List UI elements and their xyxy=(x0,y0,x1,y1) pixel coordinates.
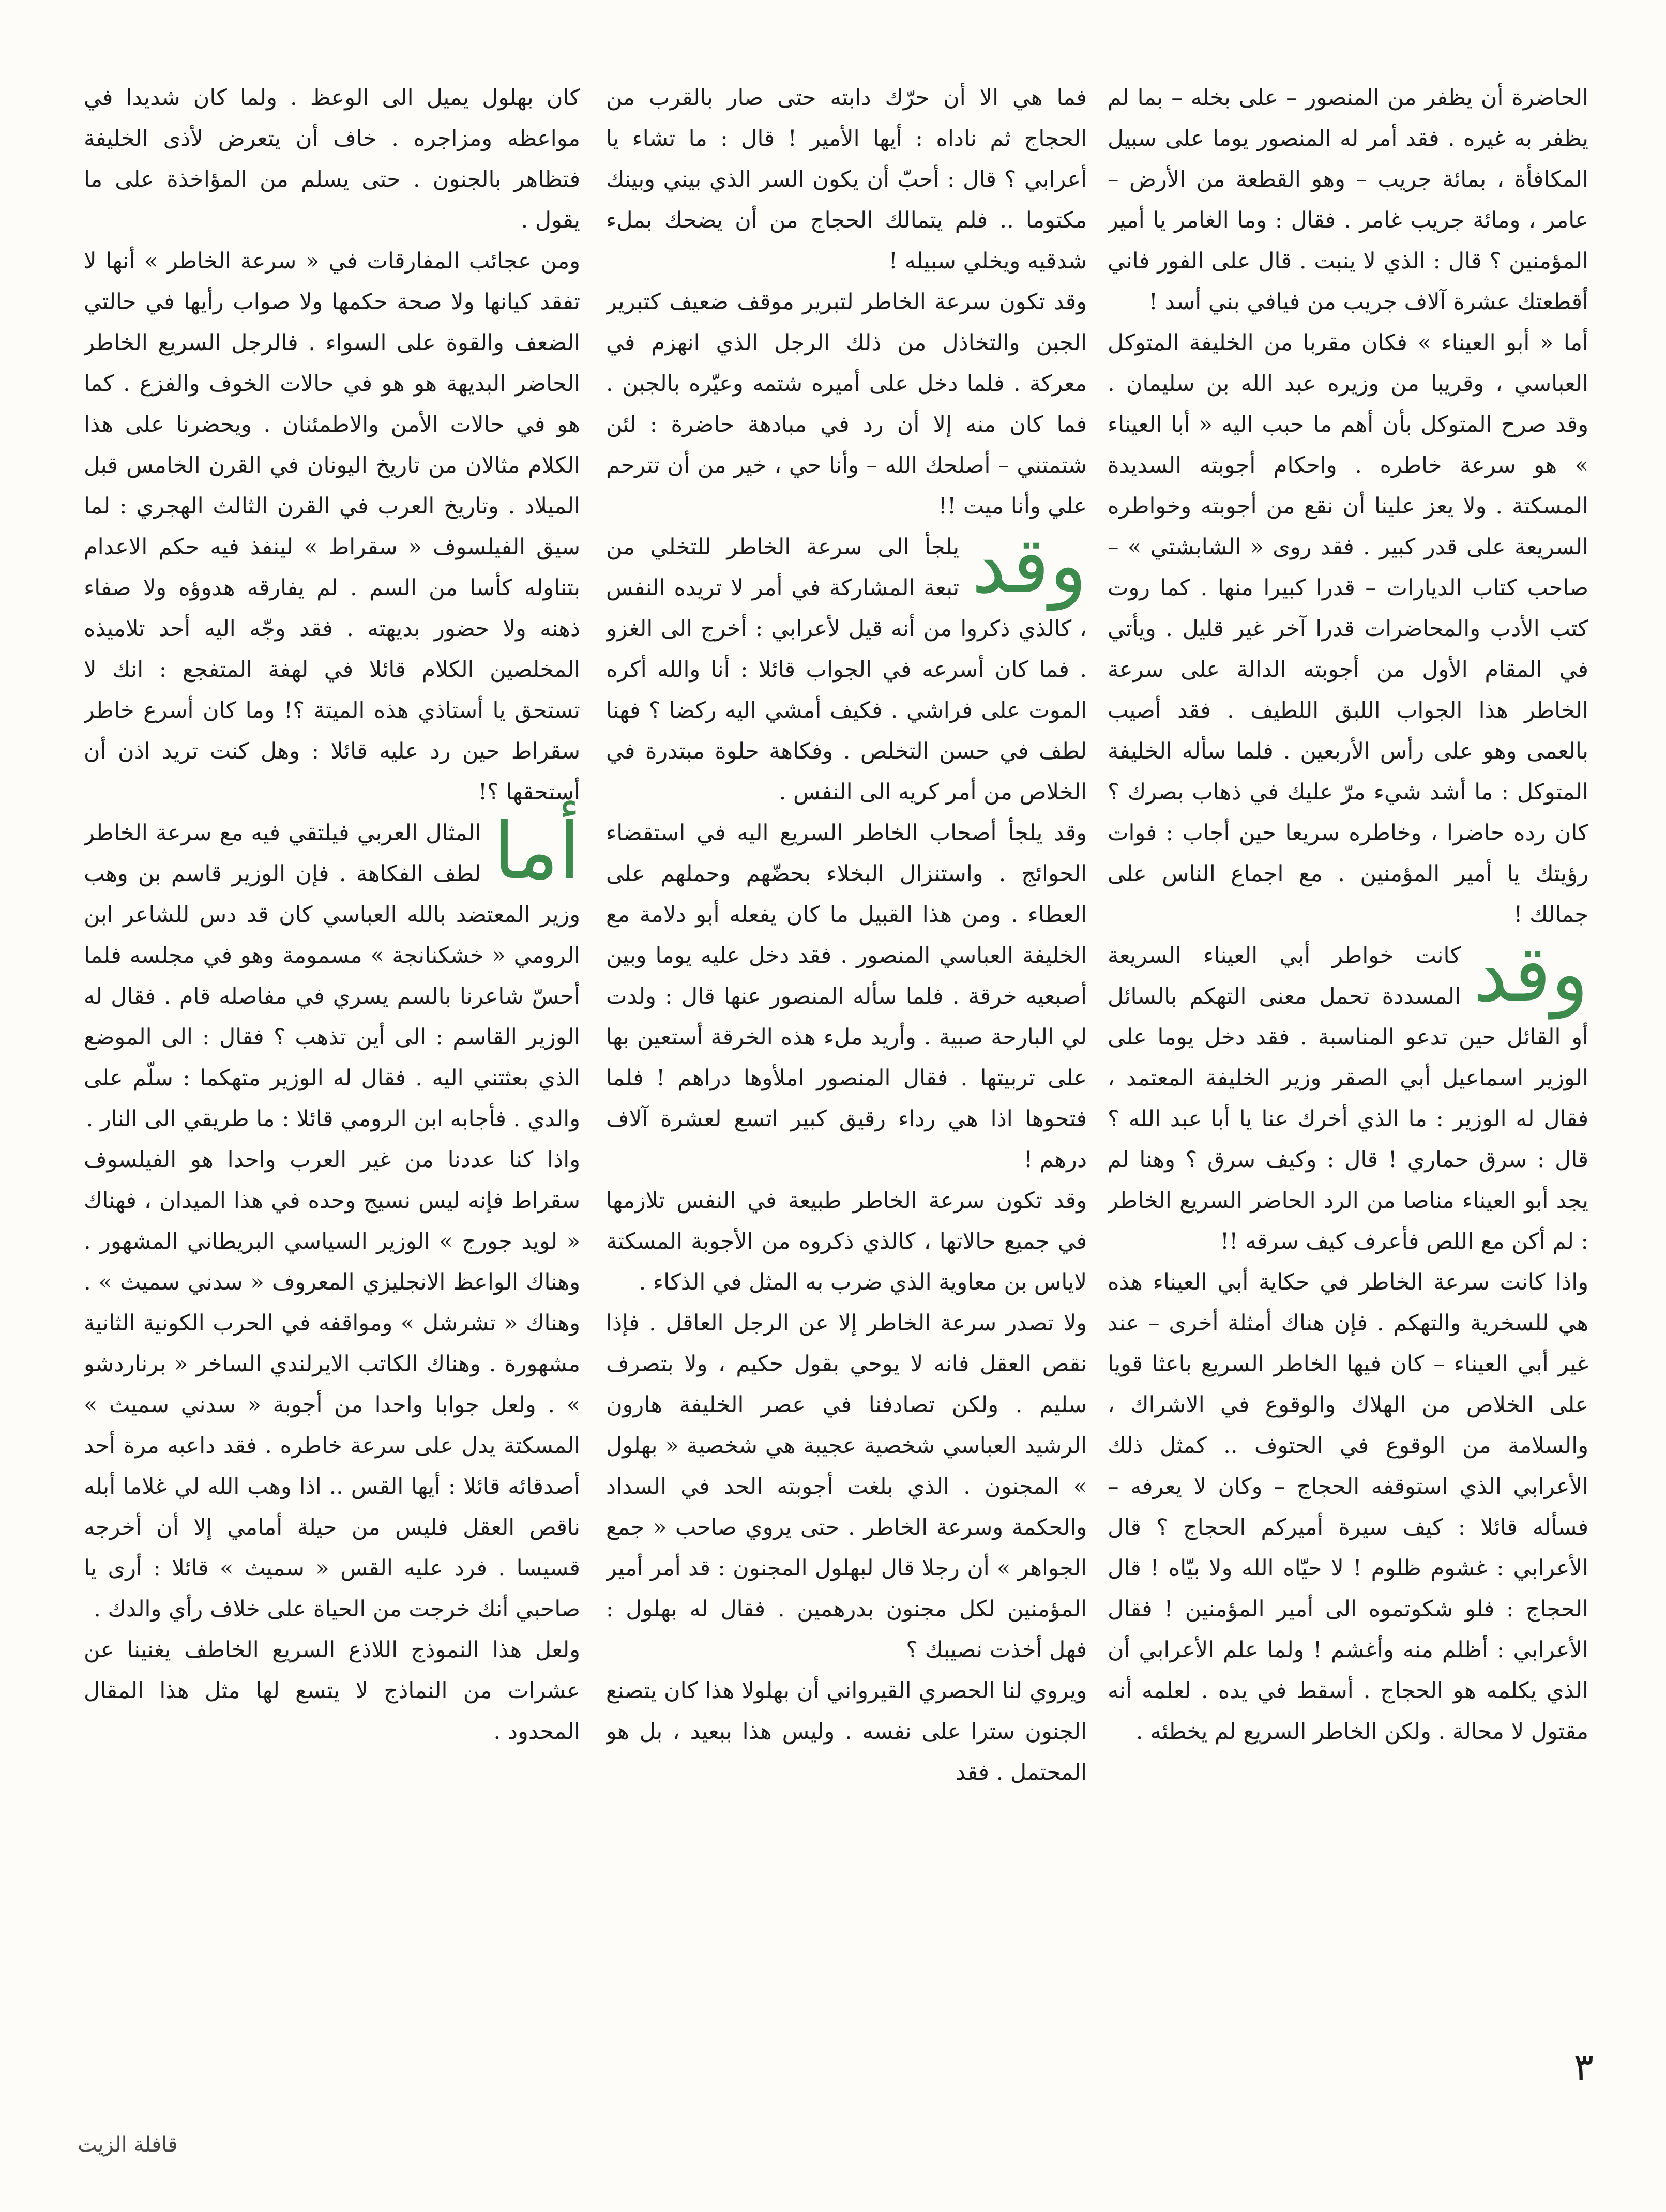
paragraph: ولا تصدر سرعة الخاطر إلا عن الرجل العاقل . فإذا نقص العقل فانه لا يوحي بقول حكيم ، ولا بتصرف سليم . ولكن تصادفنا في عصر الخليفة هارون الرشيد العباسي شخصية عجيبة هي شخصية « بهلول » المجنون . الذي بلغت أجوبته الحد في السداد والحكمة وسرعة الخاطر . حتى يروي صاحب « جمع الجواهر » أن رجلا قال لبهلول المجنون : قد أمر أمير المؤمنين لكل مجنون بدرهمين . فقال له بهلول : فهل أخذت نصيبك ؟ xyxy=(606,1310,1087,1663)
paragraph: واذا كنا عددنا من غير العرب واحدا هو الفيلسوف سقراط فإنه ليس نسيج وحده في هذا الميدان ، فهناك « لويد جورج » الوزير السياسي البريطاني المشهور . وهناك الواعظ الانجليزي المعروف « سدني سميث » . وهناك « تشرشل » ومواقفه في الحرب الكونية الثانية مشهورة . وهناك الكاتب الايرلندي الساخر « برناردشو » . ولعل جوابا واحدا من أجوبة « سدني سميث » المسكتة يدل على سرعة خاطره . فقد داعبه مرة أحد أصدقائه قائلا : أيها القس .. اذا وهب الله لي غلاما أبله ناقص العقل فليس من حيلة أمامي إلا أن أخرجه قسيسا . فرد عليه القس « سميث » قائلا : أرى يا صاحبي أنك خرجت من الحياة على خلاف رأي والدك . xyxy=(84,1147,580,1622)
drop-cap: وقد xyxy=(972,521,1087,611)
paragraph: ومن عجائب المفارقات في « سرعة الخاطر » أنها لا تفقد كيانها ولا صحة حكمها ولا صواب رأيها في حالتي الضعف والقوة على السواء . فالرجل السريع الخاطر الحاضر البديهة هو هو في حالات الخوف والفزع . كما هو في حالات الأمن والاطمئنان . ويحضرنا على هذا الكلام مثالان من تاريخ اليونان في القرن الخامس قبل الميلاد . وتاريخ العرب في القرن الثالث الهجري : لما سيق الفيلسوف « سقراط » لينفذ فيه حكم الاعدام بتناوله كأسا من السم . لم يفارقه هدوؤه ولا صفاء ذهنه ولا حضور بديهته . فقد وجّه اليه أحد تلاميذه المخلصين الكلام قائلا في لهفة المتفجع : انك لا تستحق يا أستاذي هذه الميتة ؟! وما كان أسرع خاطر سقراط حين رد عليه قائلا : وهل كنت تريد اذن أن أستحقها ؟! xyxy=(84,248,580,805)
page-number: ٣ xyxy=(1573,2045,1594,2088)
paragraph: وقد تكون سرعة الخاطر طبيعة في النفس تلازمها في جميع حالاتها ، كالذي ذكروه من الأجوبة المسكتة لاياس بن معاوية الذي ضرب به المثل في الذكاء . xyxy=(606,1188,1087,1295)
paragraph: ولعل هذا النموذج اللاذع السريع الخاطف يغنينا عن عشرات من النماذج لا يتسع لها مثل هذا المقال المحدود . xyxy=(84,1637,580,1745)
drop-cap: وقد xyxy=(1473,929,1588,1019)
drop-cap: أما xyxy=(493,807,580,897)
paragraph: وقد يلجأ الى سرعة الخاطر للتخلي من تبعة المشاركة في أمر لا تريده النفس ، كالذي ذكروا من أنه قيل لأعرابي : أخرج الى الغزو . فما كان أسرعه في الجواب قائلا : أنا والله أكره الموت على فراشي . فكيف أمشي اليه ركضا ؟ فهنا لطف في حسن التخلص . وفكاهة حلوة مبتدرة في الخلاص من أمر كريه الى النفس . xyxy=(606,521,1087,805)
paragraph: وقد يلجأ أصحاب الخاطر السريع اليه في استقضاء الحوائج . واستنزال البخلاء بحضّهم وحملهم على العطاء . ومن هذا القبيل ما كان يفعله أبو دلامة مع الخليفة العباسي المنصور . فقد دخل عليه يوما وبين أصبعيه خرقة . فلما سأله المنصور عنها قال : ولدت لي البارحة صبية . وأريد ملء هذه الخرقة أستعين بها على تربيتها . فقال المنصور املأوها دراهم ! فلما فتحوها اذا هي رداء رقيق كبير اتسع لعشرة آلاف درهم ! xyxy=(606,820,1087,1173)
paragraph: وقد كانت خواطر أبي العيناء السريعة المسددة تحمل معنى التهكم بالسائل أو القائل حين تدعو المناسبة . فقد دخل يوما على الوزير اسماعيل أبي الصقر وزير الخليفة المعتمد ، فقال له الوزير : ما الذي أخرك عنا يا أبا عبد الله ؟ قال : سرق حماري ! قال : وكيف سرق ؟ وهنا لم يجد أبو العيناء مناصا من الرد الحاضر السريع الخاطر : لم أكن مع اللص فأعرف كيف سرقه !! xyxy=(1108,929,1588,1254)
paragraph: أما المثال العربي فيلتقي فيه مع سرعة الخاطر لطف الفكاهة . فإن الوزير قاسم بن وهب وزير المعتضد بالله العباسي كان قد دس للشاعر ابن الرومي « خشكنانجة » مسمومة وهو في مجلسه فلما أحسّ شاعرنا بالسم يسري في مفاصله قام . فقال له الوزير القاسم : الى أين تذهب ؟ فقال : الى الموضع الذي بعثتني اليه . فقال له الوزير متهكما : سلّم على والدي . فأجابه ابن الرومي قائلا : ما طريقي الى النار . xyxy=(84,807,580,1132)
magazine-footer: قافلة الزيت xyxy=(78,2133,178,2157)
paragraph: وقد تكون سرعة الخاطر لتبرير موقف ضعيف كتبرير الجبن والتخاذل من ذلك الرجل الذي انهزم في معركة . فلما دخل على أميره شتمه وعيّره بالجبن . فما كان منه إلا أن رد في مبادهة حاضرة : لئن شتمتني – أصلحك الله – وأنا حي ، خير من أن تترحم علي وأنا ميت !! xyxy=(606,289,1087,519)
paragraph: أما « أبو العيناء » فكان مقربا من الخليفة المتوكل العباسي ، وقريبا من وزيره عبد الله بن سليمان . وقد صرح المتوكل بأن أهم ما حبب اليه « أبا العيناء » هو سرعة خاطره . واحكام أجوبته السديدة المسكتة . ولا يعز علينا أن نقع من أجوبته وخواطره السريعة على قدر كبير . فقد روى « الشابشتي » – صاحب كتاب الديارات – قدرا كبيرا منها . كما روت كتب الأدب والمحاضرات قدرا آخر غير قليل . ويأتي في المقام الأول من أجوبته الدالة على سرعة الخاطر هذا الجواب اللبق اللطيف . فقد أصيب بالعمى وهو على رأس الأربعين . فلما سأله الخليفة المتوكل : ما أشد شيء مرّ عليك في ذهاب بصرك ؟ كان رده حاضرا ، وخاطره سريعا حين أجاب : فوات رؤيتك يا أمير المؤمنين . مع اجماع الناس على جمالك ! xyxy=(1108,330,1588,928)
article-column-left xyxy=(84,78,580,2104)
paragraph: ويروي لنا الحصري القيرواني أن بهلولا هذا كان يتصنع الجنون سترا على نفسه . وليس هذا ببعيد ، بل هو المحتمل . فقد xyxy=(606,1678,1087,1785)
article-column-right xyxy=(1108,78,1588,2104)
paragraph: الحاضرة أن يظفر من المنصور – على بخله – بما لم يظفر به غيره . فقد أمر له المنصور يوما على سبيل المكافأة ، بمائة جريب – وهو القطعة من الأرض – عامر ، ومائة جريب غامر . فقال : وما الغامر يا أمير المؤمنين ؟ قال : الذي لا ينبت . قال على الفور فاني أقطعتك عشرة آلاف جريب من فيافي بني أسد ! xyxy=(1108,85,1588,315)
paragraph: فما هي الا أن حرّك دابته حتى صار بالقرب من الحجاج ثم ناداه : أيها الأمير ! قال : ما تشاء يا أعرابي ؟ قال : أحبّ أن يكون السر الذي بيني وبينك مكتوما .. فلم يتمالك الحجاج من أن يضحك بملء شدقيه ويخلي سبيله ! xyxy=(606,85,1087,274)
article-column-middle xyxy=(606,78,1087,2104)
paragraph: كان بهلول يميل الى الوعظ . ولما كان شديدا في مواعظه ومزاجره . خاف أن يتعرض لأذى الخليفة فتظاهر بالجنون . حتى يسلم من المؤاخذة على ما يقول . xyxy=(84,85,580,233)
paragraph: واذا كانت سرعة الخاطر في حكاية أبي العيناء هذه هي للسخرية والتهكم . فإن هناك أمثلة أخرى – عند غير أبي العيناء – كان فيها الخاطر السريع باعثا قويا على الخلاص من الهلاك والوقوع في الاشراك ، والسلامة من الوقوع في الحتوف .. كمثل ذلك الأعرابي الذي استوقفه الحجاج – وكان لا يعرفه – فسأله قائلا : كيف سيرة أميركم الحجاج ؟ قال الأعرابي : غشوم ظلوم ! لا حيّاه الله ولا بيّاه ! قال الحجاج : فلو شكوتموه الى أمير المؤمنين ! فقال الأعرابي : أظلم منه وأغشم ! ولما علم الأعرابي أن الذي يكلمه هو الحجاج . أسقط في يده . لعلمه أنه مقتول لا محالة . ولكن الخاطر السريع لم يخطئه . xyxy=(1108,1269,1588,1745)
